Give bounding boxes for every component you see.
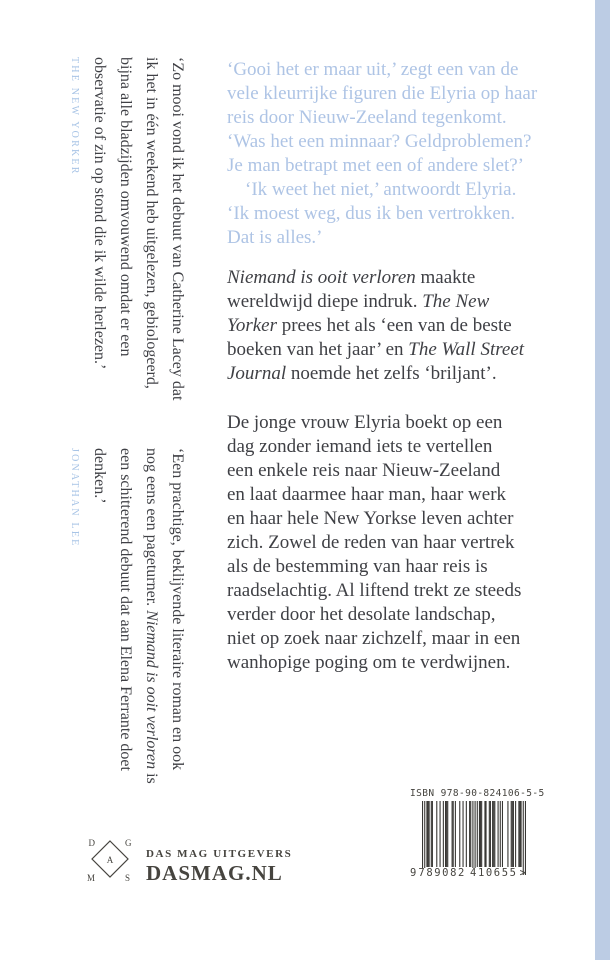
text-line: Dat is alles.’ — [227, 227, 323, 248]
logo-letter-a: A — [106, 855, 114, 865]
logo-letter-d: D — [88, 838, 95, 848]
text-line: en laat daarmee haar man, haar werk — [227, 484, 507, 505]
text-line: verder door het desolate landschap, — [227, 604, 496, 625]
text-line: Niemand is ooit verloren maakte — [227, 267, 476, 288]
ean-group-right: 410655 — [470, 867, 518, 879]
text-line: ‘Een prachtige, beklijvende literaire roman en ook — [169, 448, 186, 771]
text-line: niet op zoek naar zichzelf, maar in een — [227, 628, 521, 649]
synopsis-paragraph — [227, 411, 587, 675]
text-line: boeken van het jaar’ en The Wall Street — [227, 339, 525, 360]
text-line: vele kleurrijke figuren die Elyria op haar — [227, 83, 538, 104]
ean-group-left: 789082 — [418, 867, 466, 879]
isbn-label: ISBN 978-90-824106-5-5 — [410, 788, 545, 799]
text-line: wanhopige poging om te verdwijnen. — [227, 652, 511, 673]
text-line: raadselachtig. Al liftend trekt ze steeds — [227, 580, 522, 601]
text-line: zich. Zowel de reden van haar vertrek — [227, 532, 515, 553]
right-edge-stripe — [595, 0, 610, 960]
isbn-barcode-block — [410, 788, 545, 882]
text-line: ik het in één weekend heb uitgelezen, gebiologeerd, — [143, 57, 160, 389]
text-line: een schitterend debuut dat aan Elena Ferrante doet — [117, 448, 134, 771]
press-quote-jonathan-lee — [60, 448, 190, 810]
barcode — [422, 801, 526, 875]
publisher-name: DAS MAG UITGEVERS — [146, 848, 293, 860]
publisher-website: DASMAG.NL — [146, 861, 283, 885]
text-line: De jonge vrouw Elyria boekt op een — [227, 412, 503, 433]
text-line: ‘Zo mooi vond ik het debuut van Catherine Lacey dat — [169, 57, 186, 401]
logo-letter-s: S — [125, 873, 131, 883]
text-line: Je man betrapt met een of andere slet?’ — [227, 155, 524, 176]
press-quote-attribution: JONATHAN LEE — [69, 448, 80, 548]
text-line: ‘Ik weet het niet,’ antwoordt Elyria. — [245, 179, 517, 200]
text-line: nog eens een pageturner. Niemand is ooit verloren is — [143, 448, 160, 784]
text-line: observatie of zin op stond die ik wilde herlezen.’ — [91, 57, 108, 370]
text-line: ‘Was het een minnaar? Geldproblemen? — [227, 131, 532, 152]
text-line: denken.’ — [91, 448, 108, 504]
ean-digits — [410, 868, 526, 879]
text-line: en haar hele New Yorkse leven achter — [227, 508, 514, 529]
dasmag-diamond-logo — [80, 831, 140, 887]
press-quote-text — [86, 448, 190, 810]
text-line: reis door Nieuw-Zeeland tegenkomt. — [227, 107, 507, 128]
press-summary-paragraph — [227, 266, 587, 386]
ean-arrow: > — [519, 867, 526, 879]
opening-dialogue-quote — [227, 58, 587, 250]
press-quote-attribution: THE NEW YORKER — [69, 57, 80, 176]
text-line: Yorker prees het als ‘een van de beste — [227, 315, 512, 336]
text-line: ‘Ik moest weg, dus ik ben vertrokken. — [227, 203, 516, 224]
barcode-bars — [422, 801, 526, 875]
text-line: dag zonder iemand iets te vertellen — [227, 436, 493, 457]
text-line: Journal noemde het zelfs ‘briljant’. — [227, 363, 497, 384]
ean-first-digit: 9 — [410, 867, 417, 879]
text-line: als de bestemming van haar reis is — [227, 556, 488, 577]
text-line: een enkele reis naar Nieuw-Zeeland — [227, 460, 501, 481]
text-line: ‘Gooi het er maar uit,’ zegt een van de — [227, 59, 519, 80]
press-quote-new-yorker — [60, 57, 190, 449]
text-line: wereldwijd diepe indruk. The New — [227, 291, 490, 312]
publisher-names — [146, 848, 292, 884]
logo-letter-g: G — [125, 838, 132, 848]
press-quote-text — [86, 57, 190, 449]
logo-letter-m: M — [86, 873, 95, 883]
text-line: bijna alle bladzijden omvouwend omdat er een — [117, 57, 134, 357]
